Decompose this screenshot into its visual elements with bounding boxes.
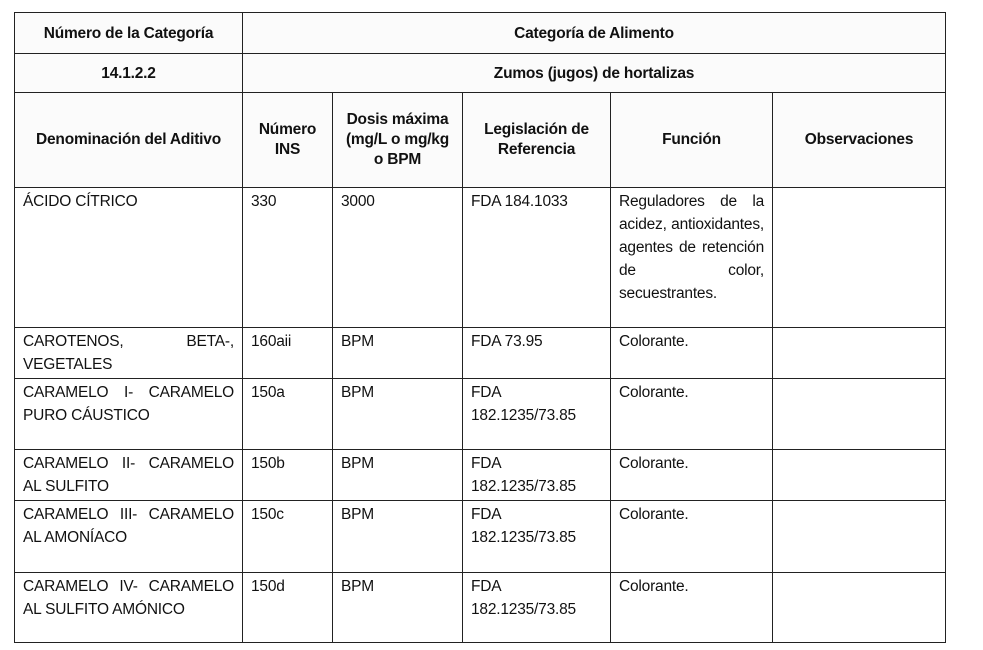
legislation-cell: FDA 184.1033: [463, 188, 611, 328]
category-value-row: [15, 54, 946, 93]
col-header-observations: Observaciones: [773, 93, 946, 188]
function-cell: Colorante.: [611, 328, 773, 379]
max-dose-cell: BPM: [333, 501, 463, 573]
max-dose-cell: BPM: [333, 379, 463, 450]
table-row: [15, 328, 946, 379]
legislation-cell: FDA 182.1235/73.85: [463, 379, 611, 450]
additives-table: [14, 12, 946, 643]
additive-cell: CARAMELO IV- CARAMELO AL SULFITO AMÓNICO: [15, 573, 243, 643]
ins-cell: 150b: [243, 450, 333, 501]
col-header-additive: Denominación del Aditivo: [15, 93, 243, 188]
legislation-cell: FDA 73.95: [463, 328, 611, 379]
function-cell: Reguladores de la acidez, antioxidantes, agentes de retención de color, secuestrantes.: [611, 188, 773, 328]
column-header-row: [15, 93, 946, 188]
ins-cell: 150a: [243, 379, 333, 450]
legislation-cell: FDA 182.1235/73.85: [463, 573, 611, 643]
col-header-max-dose: Dosis máxima (mg/L o mg/kg o BPM: [333, 93, 463, 188]
observations-cell: [773, 379, 946, 450]
food-category-label: Categoría de Alimento: [243, 13, 946, 54]
table-row: [15, 188, 946, 328]
table-row: [15, 379, 946, 450]
col-header-legislation: Legislación de Referencia: [463, 93, 611, 188]
additive-cell: CARAMELO II- CARAMELO AL SULFITO: [15, 450, 243, 501]
ins-cell: 150c: [243, 501, 333, 573]
table-row: [15, 450, 946, 501]
table-row: [15, 573, 946, 643]
observations-cell: [773, 450, 946, 501]
col-header-function: Función: [611, 93, 773, 188]
max-dose-cell: BPM: [333, 328, 463, 379]
max-dose-cell: 3000: [333, 188, 463, 328]
category-number-label: Número de la Categoría: [15, 13, 243, 54]
ins-cell: 160aii: [243, 328, 333, 379]
col-header-ins: Número INS: [243, 93, 333, 188]
ins-cell: 150d: [243, 573, 333, 643]
max-dose-cell: BPM: [333, 573, 463, 643]
food-category: Zumos (jugos) de hortalizas: [243, 54, 946, 93]
observations-cell: [773, 188, 946, 328]
function-cell: Colorante.: [611, 573, 773, 643]
observations-cell: [773, 573, 946, 643]
observations-cell: [773, 328, 946, 379]
max-dose-cell: BPM: [333, 450, 463, 501]
ins-cell: 330: [243, 188, 333, 328]
legislation-cell: FDA 182.1235/73.85: [463, 450, 611, 501]
additive-cell: ÁCIDO CÍTRICO: [15, 188, 243, 328]
category-number: 14.1.2.2: [15, 54, 243, 93]
additive-cell: CARAMELO I- CARAMELO PURO CÁUSTICO: [15, 379, 243, 450]
legislation-cell: FDA 182.1235/73.85: [463, 501, 611, 573]
category-header-row: [15, 13, 946, 54]
function-cell: Colorante.: [611, 379, 773, 450]
function-cell: Colorante.: [611, 501, 773, 573]
observations-cell: [773, 501, 946, 573]
table-row: [15, 501, 946, 573]
additive-cell: CAROTENOS, BETA-, VEGETALES: [15, 328, 243, 379]
additive-cell: CARAMELO III- CARAMELO AL AMONÍACO: [15, 501, 243, 573]
function-cell: Colorante.: [611, 450, 773, 501]
